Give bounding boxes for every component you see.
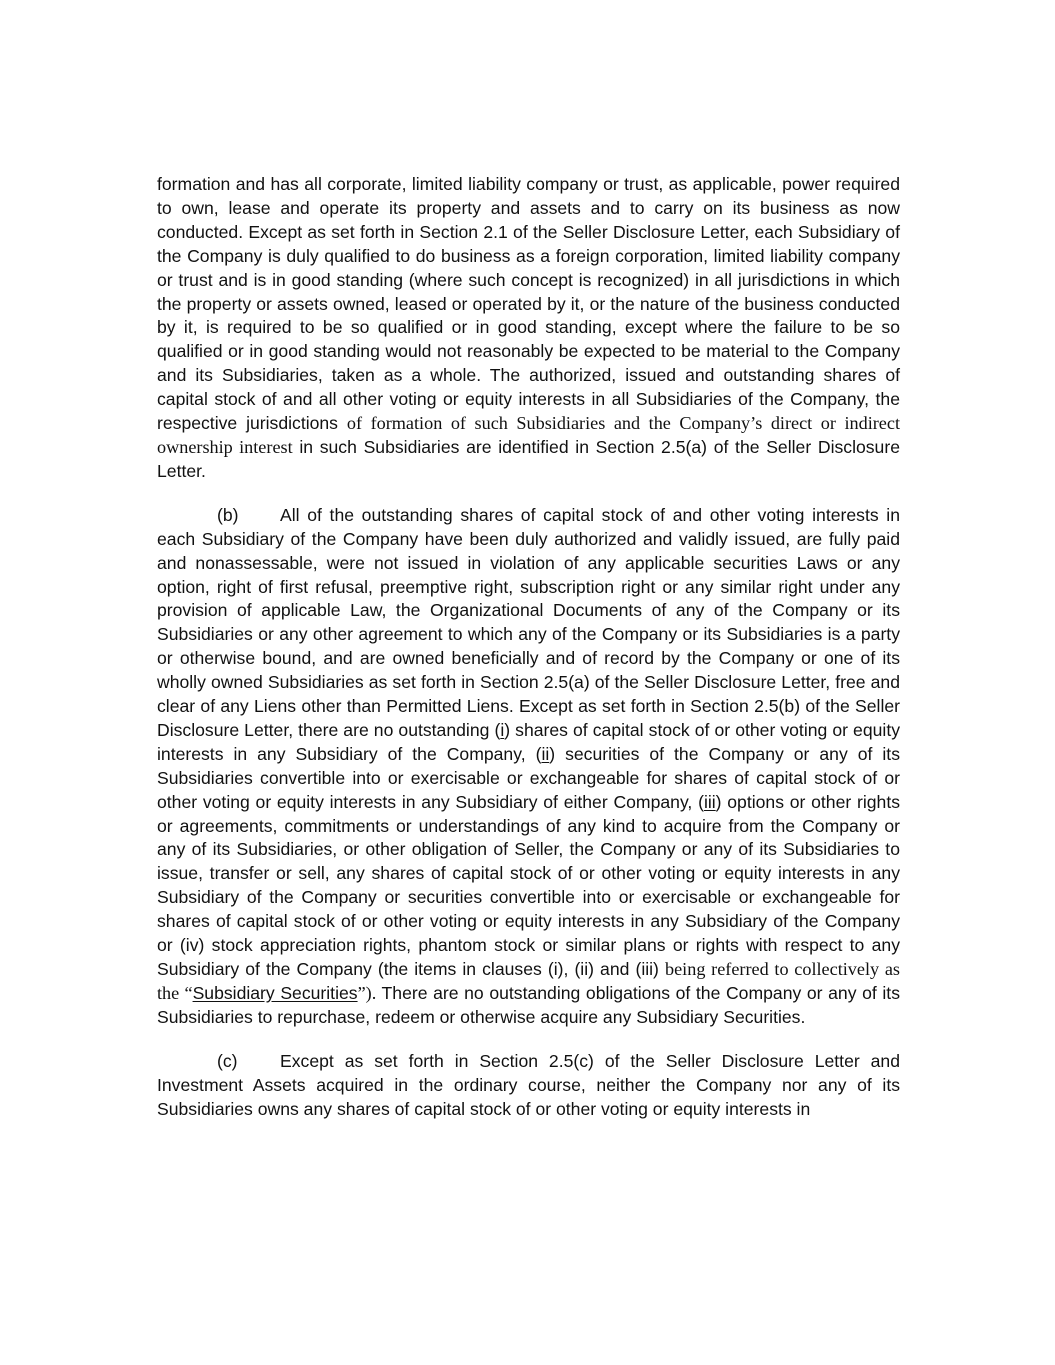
paragraph-c	[157, 1050, 900, 1122]
paragraph-c-text: Except as set forth in Section 2.5(c) of the Seller Disclosure Letter and Investment Assets acquired in the ordinary course, neither the Company nor any of its Subsidiaries owns any shares of capital stock of or other voting or equity interests in	[157, 1050, 900, 1119]
defined-term-subsidiary-securities: Subsidiary Securities	[192, 982, 358, 1003]
paragraph-b-text-2: ) shares of capital stock of or other voting or equity interests in any Subsidiary of the Company, (	[157, 719, 901, 764]
paragraph-continued-formation	[157, 173, 900, 484]
paragraph-b-text-4: ) options or other rights or agreements, commitments or understandings of any kind to acquire from the Company or any of its Subsidiaries, or other obligation of Seller, the Company or any of its Subsidiaries to issue, transfer or sell, any shares of capital stock of or other voting or equity interests in any Subsidiary of the Company or securities convertible into or exercisable or exchangeable for shares of capital stock of or other voting or equity interests in any Subsidiary of the Company or (iv) stock appreciation rights, phantom stock or similar plans or rights with respect to any Subsidiary of the Company (the items in clauses (i), (ii) and (iii)	[157, 791, 901, 979]
clause-iii-marker: iii	[703, 791, 716, 812]
paragraph-b-text-3: ) securities of the Company or any of its Subsidiaries convertible into or exercisable or exchangeable for shares of capital stock of or other voting or equity interests in any Subsidiary of either Company, (	[157, 743, 900, 812]
paragraph-b-text-6: ”).	[357, 982, 377, 1003]
clause-i-marker: i	[500, 719, 505, 740]
paragraph-b-text-1: All of the outstanding shares of capital stock of and other voting interests in each Subsidiary of the Company have been duly authorized and validly issued, are fully paid and nonassessable, were not issued in violation of any applicable securities Laws or any option, right of first refusal, preemptive right, subscription right or any similar right under any provision of applicable Law, the Organizational Documents of any of the Company or its Subsidiaries or any other agreement to which any of the Company or its Subsidiaries is a party or otherwise bound, and are owned beneficially and of record by the Company or one of its wholly owned Subsidiaries as set forth in Section 2.5(a) of the Seller Disclosure Letter, free and clear of any Liens other than Permitted Liens. Except as set forth in Section 2.5(b) of the Seller Disclosure Letter, there are no outstanding (	[157, 504, 900, 740]
paragraph-b-text-5: being referred to collectively as the “	[157, 959, 901, 1003]
paragraph-b	[157, 504, 900, 1030]
paragraph-1-text-b: of formation of such Subsidiaries and the Company’s direct or indirect ownership interest	[157, 413, 900, 457]
paragraph-c-label: (c)	[217, 1050, 238, 1071]
paragraph-b-text-7: There are no outstanding obligations of the Company or any of its Subsidiaries to repurchase, redeem or otherwise acquire any Subsidiary Securities.	[157, 982, 900, 1027]
clause-ii-marker: ii	[541, 743, 550, 764]
paragraph-b-label: (b)	[217, 504, 239, 525]
document-body	[157, 173, 900, 1141]
paragraph-1-text-a: formation and has all corporate, limited liability company or trust, as applicable, power required to own, lease and operate its property and assets and to carry on its business as now conducted. Except as set forth in Section 2.1 of the Seller Disclosure Letter, each Subsidiary of the Company is duly qualified to do business as a foreign corporation, limited liability company or trust and is in good standing (where such concept is recognized) in all jurisdictions in which the property or assets owned, leased or operated by it, or the nature of the business conducted by it, is required to be so qualified or in good standing, except where the failure to be so qualified or in good standing would not reasonably be expected to be material to the Company and its Subsidiaries, taken as a whole. The authorized, issued and outstanding shares of capital stock of and all other voting or equity interests in all Subsidiaries of the Company, the respective jurisdictions	[157, 174, 900, 434]
paragraph-1-text-c: in such Subsidiaries are identified in Section 2.5(a) of the Seller Disclosure Letter.	[157, 436, 900, 481]
